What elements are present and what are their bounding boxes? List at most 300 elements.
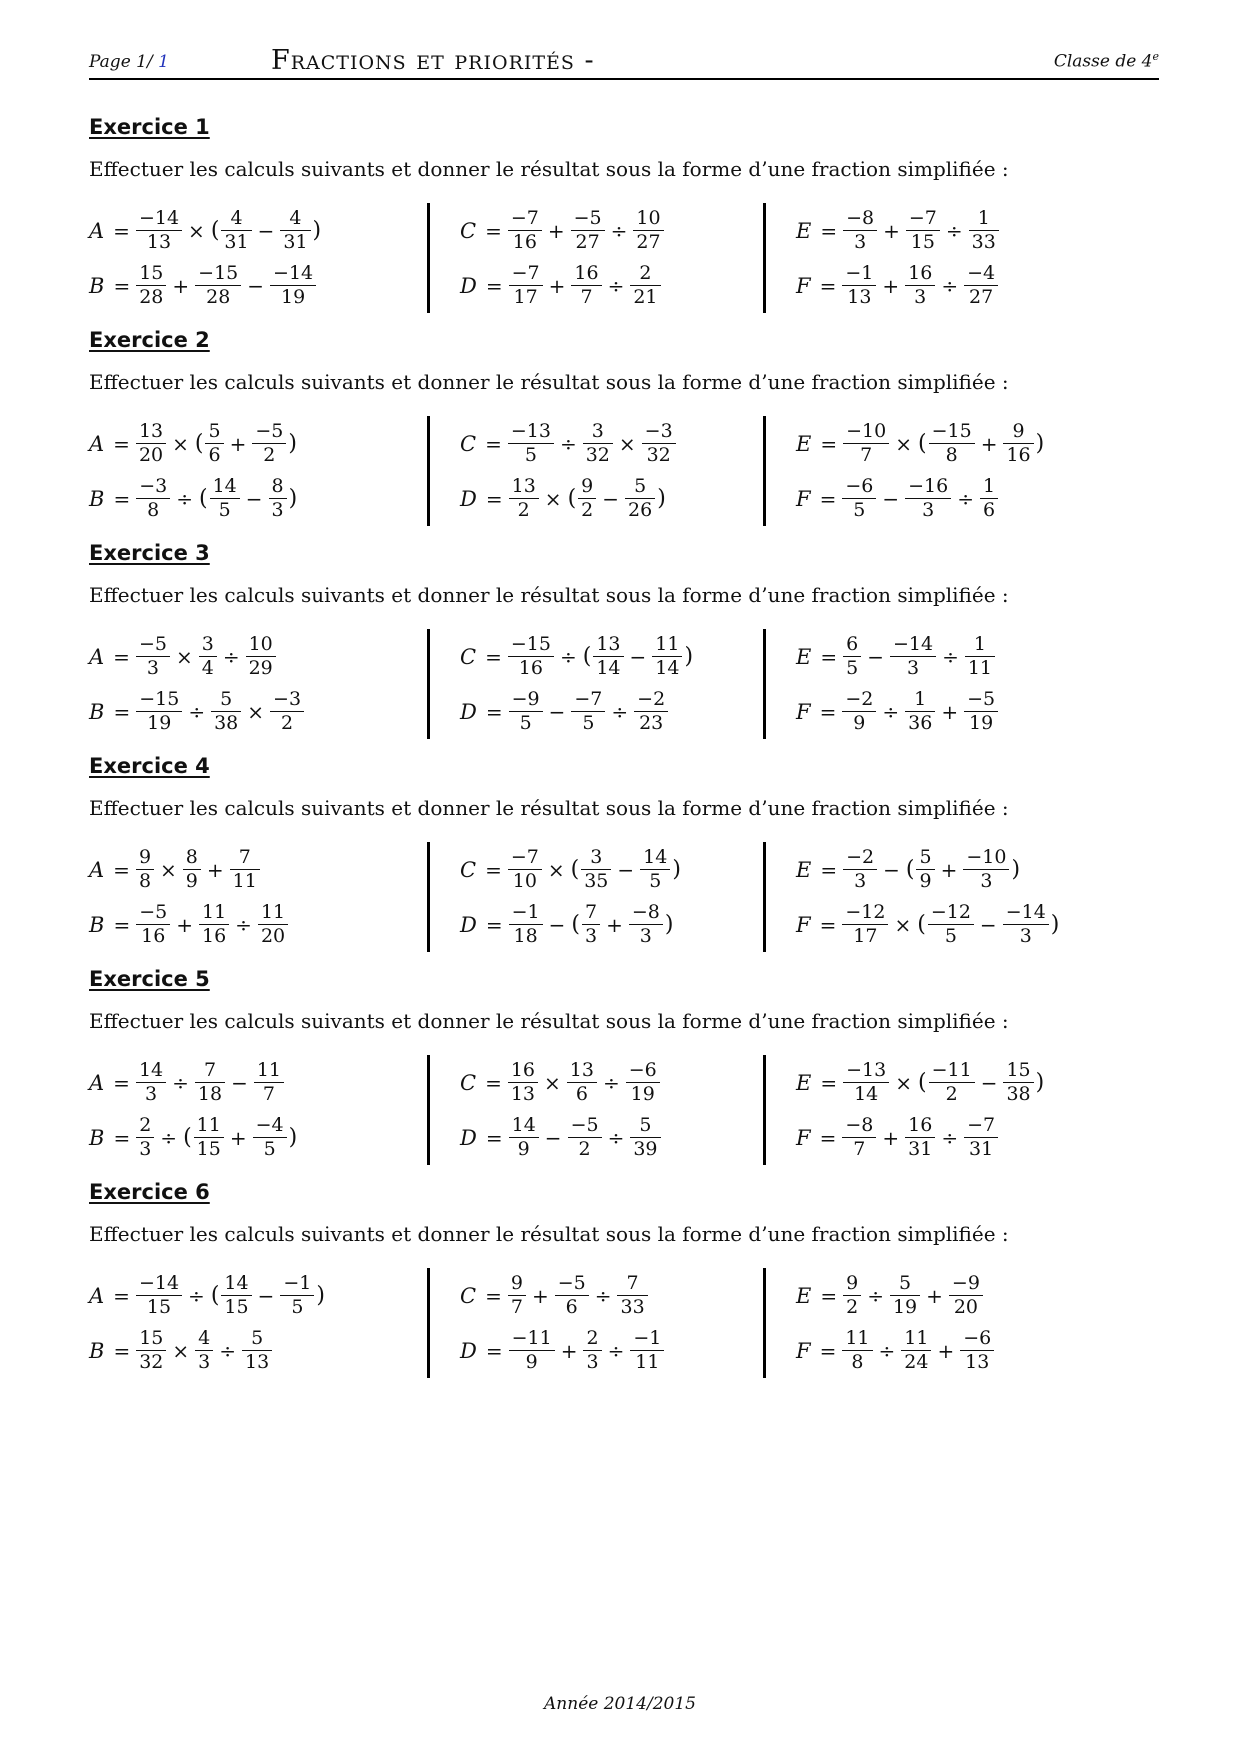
expression-E <box>796 1268 1136 1323</box>
variable-name: C <box>460 1070 477 1095</box>
fraction <box>582 902 600 948</box>
denominator: 3 <box>854 231 867 253</box>
fraction <box>626 1060 660 1106</box>
operator: × <box>895 431 912 456</box>
fraction <box>136 1273 182 1319</box>
numerator: 16 <box>908 1113 933 1136</box>
expression-D <box>460 1110 800 1165</box>
denominator: 5 <box>218 499 231 521</box>
variable-name: B <box>89 912 105 937</box>
fraction <box>254 1060 284 1106</box>
denominator: 15 <box>146 1296 172 1318</box>
equals-sign: = <box>819 912 837 937</box>
expression-A <box>89 842 429 897</box>
expression-column-3 <box>763 1268 1136 1378</box>
fraction <box>221 208 251 254</box>
expression-B <box>89 258 429 313</box>
numerator: 8 <box>185 845 198 868</box>
denominator: 32 <box>646 444 671 466</box>
equals-sign: = <box>820 218 838 243</box>
fraction <box>253 1115 287 1161</box>
numerator: 3 <box>590 845 603 868</box>
equals-sign: = <box>820 644 838 669</box>
operator: + <box>882 273 900 298</box>
variable-name: A <box>89 1070 105 1095</box>
numerator: 15 <box>1006 1058 1031 1081</box>
parenthesis: ( <box>567 485 577 511</box>
fraction <box>509 263 543 309</box>
fraction <box>625 476 655 522</box>
denominator: 5 <box>263 1138 276 1160</box>
variable-name: D <box>460 273 477 298</box>
fraction <box>509 1115 539 1161</box>
variable-name: E <box>796 1070 812 1095</box>
denominator: 8 <box>851 1351 864 1373</box>
denominator: 9 <box>185 870 198 892</box>
exercise-instruction: Effectuer les calculs suivants et donner le résultat sous la forme d’une fraction simplifiée : <box>89 583 1009 607</box>
denominator: 15 <box>196 1138 221 1160</box>
fraction <box>842 689 876 735</box>
equals-sign: = <box>113 273 131 298</box>
variable-name: E <box>796 431 812 456</box>
numerator: −9 <box>951 1271 980 1294</box>
fraction <box>843 1273 861 1319</box>
denominator: 11 <box>967 657 993 679</box>
parenthesis: ) <box>1035 1069 1045 1095</box>
numerator: 1 <box>914 687 927 710</box>
numerator: −3 <box>139 474 168 497</box>
exercise-instruction: Effectuer les calculs suivants et donner le résultat sous la forme d’une fraction simplifiée : <box>89 1222 1009 1246</box>
expression-D <box>460 471 800 526</box>
denominator: 3 <box>198 1351 211 1373</box>
fraction <box>1003 1060 1033 1106</box>
parenthesis: ( <box>582 643 592 669</box>
operator: × <box>547 857 565 882</box>
expression-column-1 <box>89 1055 429 1165</box>
numerator: −5 <box>255 419 284 442</box>
operator: − <box>245 486 263 511</box>
denominator: 3 <box>914 286 927 308</box>
variable-name: E <box>796 1283 812 1308</box>
denominator: 35 <box>584 870 609 892</box>
fraction <box>136 263 166 309</box>
fraction <box>843 847 877 893</box>
fraction <box>634 689 668 735</box>
denominator: 3 <box>854 870 867 892</box>
fraction <box>567 1060 597 1106</box>
expression-B <box>89 1323 429 1378</box>
denominator: 9 <box>853 712 866 734</box>
fraction <box>905 1115 935 1161</box>
numerator: −5 <box>139 900 168 923</box>
operator: + <box>882 1125 900 1150</box>
operator: ÷ <box>222 644 240 669</box>
denominator: 5 <box>846 657 859 679</box>
exercise-instruction: Effectuer les calculs suivants et donner le résultat sous la forme d’une fraction simplifiée : <box>89 1009 1009 1033</box>
exercise-1 <box>89 115 1159 335</box>
operator: × <box>544 1070 561 1095</box>
expression-A <box>89 416 429 471</box>
fraction <box>195 263 241 309</box>
expression-C <box>460 842 800 897</box>
denominator: 17 <box>853 925 878 947</box>
fraction <box>136 208 182 254</box>
parenthesis: ( <box>210 1282 220 1308</box>
denominator: 8 <box>147 499 160 521</box>
expression-E <box>796 842 1136 897</box>
fraction <box>642 421 676 467</box>
equals-sign: = <box>485 857 502 882</box>
numerator: −6 <box>845 474 874 497</box>
numerator: 14 <box>212 474 237 497</box>
fraction <box>640 847 670 893</box>
parenthesis: ( <box>905 856 915 882</box>
expression-A <box>89 1268 429 1323</box>
numerator: 16 <box>510 1058 536 1081</box>
equals-sign: = <box>485 644 502 669</box>
numerator: 9 <box>1012 419 1025 442</box>
operator: ÷ <box>941 273 959 298</box>
equals-sign: = <box>820 1283 838 1308</box>
fraction <box>969 208 999 254</box>
exercise-5 <box>89 967 1159 1187</box>
denominator: 5 <box>582 712 595 734</box>
fraction <box>571 689 605 735</box>
numerator: −7 <box>510 845 539 868</box>
fraction <box>194 1115 224 1161</box>
fraction <box>205 421 223 467</box>
variable-name: E <box>796 218 812 243</box>
variable-name: D <box>460 699 477 724</box>
exercise-6 <box>89 1180 1159 1400</box>
fraction <box>183 847 201 893</box>
numerator: −7 <box>967 1113 996 1136</box>
parenthesis: ) <box>657 485 666 511</box>
fraction <box>242 1328 272 1374</box>
numerator: −7 <box>908 206 937 229</box>
parenthesis: ) <box>288 485 298 511</box>
denominator: 9 <box>517 1138 530 1160</box>
numerator: −4 <box>967 261 996 284</box>
denominator: 13 <box>847 286 872 308</box>
numerator: 1 <box>977 206 990 229</box>
denominator: 5 <box>853 499 866 521</box>
expression-E <box>796 1055 1136 1110</box>
fraction <box>901 1328 931 1374</box>
fraction <box>508 1060 538 1106</box>
parenthesis: ) <box>312 217 322 243</box>
exercise-title: Exercice 6 <box>89 1180 210 1204</box>
operator: ÷ <box>867 1283 884 1308</box>
variable-name: A <box>89 1283 105 1308</box>
equals-sign: = <box>485 699 503 724</box>
fraction <box>630 1328 664 1374</box>
operator: ÷ <box>942 644 959 669</box>
numerator: 5 <box>919 845 932 868</box>
denominator: 3 <box>922 499 935 521</box>
equals-sign: = <box>113 486 131 511</box>
fraction <box>843 1060 889 1106</box>
fraction <box>221 1273 251 1319</box>
numerator: −9 <box>511 687 540 710</box>
parenthesis: ( <box>571 911 580 937</box>
numerator: −3 <box>273 687 302 710</box>
expression-column-2 <box>427 416 800 526</box>
fraction <box>210 476 240 522</box>
expression-C <box>460 1268 800 1323</box>
denominator: 16 <box>1006 444 1031 466</box>
equals-sign: = <box>820 431 838 456</box>
numerator: −2 <box>637 687 666 710</box>
numerator: 1 <box>983 474 996 497</box>
denominator: 29 <box>248 657 273 679</box>
operator: ÷ <box>176 486 193 511</box>
numerator: 11 <box>904 1326 929 1349</box>
denominator: 13 <box>510 1083 536 1105</box>
operator: ÷ <box>219 1338 237 1363</box>
numerator: 2 <box>586 1326 599 1349</box>
numerator: −5 <box>967 687 996 710</box>
operator: + <box>548 273 566 298</box>
fraction <box>136 1328 166 1374</box>
fraction <box>270 263 316 309</box>
denominator: 6 <box>575 1083 588 1105</box>
expression-C <box>460 629 800 684</box>
denominator: 31 <box>283 231 308 253</box>
parenthesis: ) <box>684 643 694 669</box>
operator: ÷ <box>172 1070 189 1095</box>
equals-sign: = <box>819 1125 837 1150</box>
exercise-title: Exercice 2 <box>89 328 210 352</box>
operator: ÷ <box>610 218 628 243</box>
numerator: 5 <box>639 1113 652 1136</box>
denominator: 11 <box>232 870 257 892</box>
operator: − <box>257 218 275 243</box>
numerator: 16 <box>574 261 599 284</box>
fraction <box>578 476 596 522</box>
operator: − <box>979 912 997 937</box>
numerator: 9 <box>510 1271 523 1294</box>
fraction <box>652 634 682 680</box>
numerator: −5 <box>557 1271 586 1294</box>
numerator: 11 <box>256 1058 282 1081</box>
numerator: 11 <box>655 632 680 655</box>
operator: ÷ <box>945 218 963 243</box>
expression-A <box>89 629 429 684</box>
denominator: 14 <box>854 1083 879 1105</box>
denominator: 7 <box>262 1083 275 1105</box>
operator: + <box>606 912 623 937</box>
denominator: 2 <box>581 499 594 521</box>
variable-name: F <box>796 699 811 724</box>
operator: − <box>544 1125 562 1150</box>
numerator: 15 <box>139 261 164 284</box>
variable-name: A <box>89 218 105 243</box>
exercise-title: Exercice 4 <box>89 754 210 778</box>
denominator: 38 <box>214 712 239 734</box>
numerator: 3 <box>591 419 604 442</box>
class-text: Classe de 4 <box>1053 52 1153 72</box>
numerator: 4 <box>289 206 302 229</box>
numerator: 16 <box>908 261 933 284</box>
parenthesis: ) <box>288 430 297 456</box>
expression-column-2 <box>427 629 800 739</box>
exercise-title: Exercice 1 <box>89 115 210 139</box>
variable-name: D <box>460 1125 477 1150</box>
expression-D <box>460 1323 800 1378</box>
expression-E <box>796 416 1136 471</box>
expression-A <box>89 1055 429 1110</box>
fraction <box>905 476 951 522</box>
denominator: 19 <box>630 1083 655 1105</box>
page-header <box>89 40 1159 80</box>
expression-E <box>796 203 1136 258</box>
denominator: 11 <box>635 1351 660 1373</box>
variable-name: C <box>460 1283 477 1308</box>
parenthesis: ) <box>1035 430 1045 456</box>
numerator: −1 <box>283 1271 312 1294</box>
operator: + <box>560 1338 578 1363</box>
fraction <box>593 634 623 680</box>
fraction <box>842 263 876 309</box>
fraction <box>136 421 166 467</box>
numerator: −8 <box>845 1113 874 1136</box>
fraction <box>905 263 935 309</box>
denominator: 9 <box>525 1351 538 1373</box>
denominator: 20 <box>138 444 164 466</box>
operator: ÷ <box>607 1125 625 1150</box>
numerator: 2 <box>639 261 652 284</box>
denominator: 4 <box>201 657 214 679</box>
expression-F <box>796 258 1136 313</box>
variable-name: E <box>796 644 812 669</box>
numerator: −7 <box>511 261 540 284</box>
denominator: 8 <box>945 444 958 466</box>
denominator: 13 <box>245 1351 270 1373</box>
numerator: 14 <box>511 1113 536 1136</box>
denominator: 3 <box>980 870 993 892</box>
fraction <box>963 847 1009 893</box>
numerator: 11 <box>260 900 286 923</box>
denominator: 15 <box>224 1296 249 1318</box>
fraction <box>905 689 935 735</box>
fraction <box>230 847 260 893</box>
fraction <box>581 847 611 893</box>
fraction <box>280 208 310 254</box>
denominator: 10 <box>512 870 537 892</box>
expression-D <box>460 684 800 739</box>
parenthesis: ( <box>570 856 580 882</box>
equals-sign: = <box>485 431 502 456</box>
operator: × <box>894 912 912 937</box>
fraction <box>508 208 542 254</box>
numerator: −15 <box>510 632 551 655</box>
variable-name: C <box>460 431 477 456</box>
numerator: 4 <box>198 1326 211 1349</box>
numerator: −2 <box>845 687 874 710</box>
variable-name: B <box>89 1125 105 1150</box>
expression-column-1 <box>89 203 429 313</box>
denominator: 7 <box>853 1138 866 1160</box>
denominator: 38 <box>1006 1083 1031 1105</box>
variable-name: A <box>89 857 105 882</box>
denominator: 36 <box>908 712 933 734</box>
operator: × <box>175 644 193 669</box>
denominator: 7 <box>510 1296 523 1318</box>
numerator: −15 <box>139 687 180 710</box>
numerator: −5 <box>138 632 167 655</box>
expression-C <box>460 416 800 471</box>
fraction <box>509 689 543 735</box>
expression-D <box>460 897 800 952</box>
fraction <box>136 1060 166 1106</box>
numerator: −12 <box>930 900 971 923</box>
operator: × <box>160 857 177 882</box>
denominator: 13 <box>146 231 172 253</box>
numerator: −7 <box>574 687 603 710</box>
numerator: 4 <box>230 206 243 229</box>
equals-sign: = <box>113 699 131 724</box>
expression-B <box>89 684 429 739</box>
parenthesis: ) <box>316 1282 325 1308</box>
fraction <box>509 902 543 948</box>
numerator: −4 <box>255 1113 284 1136</box>
expression-F <box>796 897 1136 952</box>
page-number <box>89 52 169 72</box>
fraction <box>136 847 154 893</box>
equals-sign: = <box>819 699 837 724</box>
expression-column-1 <box>89 629 429 739</box>
operator: + <box>176 912 193 937</box>
equals-sign: = <box>819 1338 837 1363</box>
fraction <box>568 1115 602 1161</box>
exercise-instruction: Effectuer les calculs suivants et donner le résultat sous la forme d’une fraction simplifiée : <box>89 157 1009 181</box>
numerator: 11 <box>845 1326 870 1349</box>
denominator: 3 <box>271 499 284 521</box>
operator: + <box>206 857 224 882</box>
operator: ÷ <box>941 1125 959 1150</box>
denominator: 5 <box>944 925 957 947</box>
numerator: −14 <box>892 632 934 655</box>
equals-sign: = <box>113 218 130 243</box>
page-footer: Année 2014/2015 <box>544 1694 696 1714</box>
fraction <box>842 902 888 948</box>
operator: − <box>629 644 647 669</box>
denominator: 5 <box>291 1296 304 1318</box>
numerator: −3 <box>644 419 673 442</box>
page-total-link[interactable]: 1 <box>158 52 169 72</box>
denominator: 32 <box>585 444 610 466</box>
fraction <box>136 476 170 522</box>
parenthesis: ) <box>1011 856 1021 882</box>
denominator: 27 <box>575 231 600 253</box>
fraction <box>583 421 613 467</box>
parenthesis: ( <box>917 1069 927 1095</box>
denominator: 18 <box>513 925 538 947</box>
parenthesis: ( <box>198 485 208 511</box>
fraction <box>617 1273 647 1319</box>
operator: + <box>547 218 565 243</box>
denominator: 3 <box>1019 925 1032 947</box>
numerator: 13 <box>569 1058 594 1081</box>
denominator: 39 <box>633 1138 658 1160</box>
variable-name: F <box>796 273 811 298</box>
fraction <box>136 902 170 948</box>
expression-F <box>796 1323 1136 1378</box>
operator: + <box>883 218 900 243</box>
numerator: 10 <box>636 206 661 229</box>
numerator: 5 <box>251 1326 264 1349</box>
